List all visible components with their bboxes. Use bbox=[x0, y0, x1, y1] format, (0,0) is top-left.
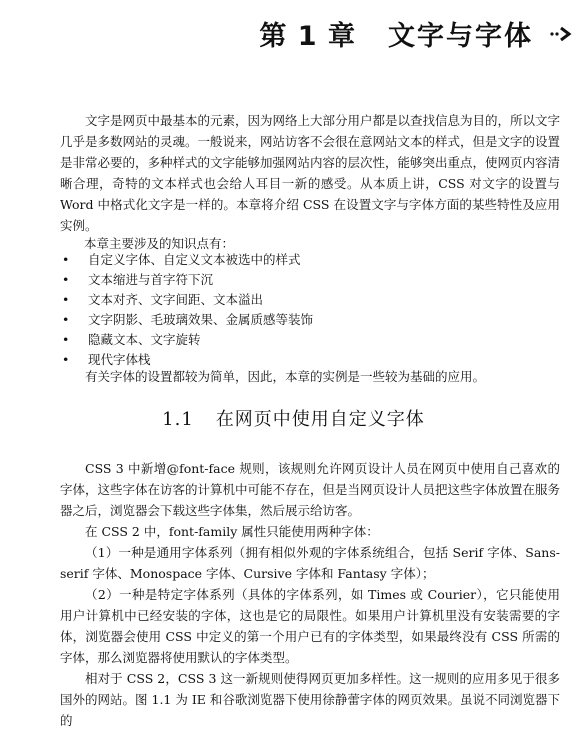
list-item-text: 隐藏文本、文字旋转 bbox=[88, 332, 201, 347]
list-item bbox=[60, 310, 313, 330]
list-item-text: 现代字体栈 bbox=[88, 352, 151, 367]
list-item bbox=[60, 270, 313, 290]
topic-list bbox=[60, 250, 313, 370]
bullet-icon: • bbox=[62, 312, 70, 327]
list-item-text: 文本对齐、文字间距、文本溢出 bbox=[88, 292, 264, 307]
list-item-text: 文字阴影、毛玻璃效果、金属质感等装饰 bbox=[88, 312, 314, 327]
bullet-icon: • bbox=[62, 252, 70, 267]
list-item-text: 自定义字体、自定义文本被选中的样式 bbox=[88, 252, 301, 267]
section-heading bbox=[0, 405, 587, 431]
intro-paragraph: 文字是网页中最基本的元素，因为网络上大部分用户都是以查找信息为目的，所以文字几乎是多数网站的灵魂。一般说来，网站访客不会很在意网站文本的样式，但是文字的设置是非常必要的，多种样式的文字能够加强网站内容的层次性，能够突出重点，使网页内容清晰合理，奇特的文本样式也会给人耳目一新的感受。从本质上讲，CSS 对文字的设置与 Word 中格式化文字是一样的。本章将介绍 CSS 在设置文字与字体方面的某些特性及应用实例。 bbox=[60, 113, 561, 233]
list-item bbox=[60, 330, 313, 350]
section-number: 1.1 bbox=[162, 409, 194, 430]
body-paragraph: CSS 3 中新增@font-face 规则，该规则允许网页设计人员在网页中使用自己喜欢的字体，这些字体在访客的计算机中可能不存在，但是当网页设计人员把这些字体放置在服务器之后，浏览器会下载这些字体集，然后展示给访客。 bbox=[60, 461, 561, 518]
list-item bbox=[60, 250, 313, 270]
dotted-arrow-icon bbox=[549, 25, 575, 43]
list-item-text: 文本缩进与首字符下沉 bbox=[88, 272, 214, 287]
body-paragraph: （2）一种是特定字体系列（具体的字体系列，如 Times 或 Courier），它只能使用用户计算机中已经安装的字体，这也是它的局限性。如果用户计算机里没有安装需要的字体，浏览器会使用 CSS 中定义的第一个用户已有的字体类型，如果最终没有 CSS 所需的字体，那么浏览器将使用默认的字体类型。 bbox=[60, 587, 560, 665]
chapter-title: 文字与字体 bbox=[388, 21, 533, 52]
body-paragraph: 在 CSS 2 中，font-family 属性只能使用两种字体： bbox=[85, 524, 379, 539]
body-paragraph: （1）一种是通用字体系列（拥有相似外观的字体系统组合，包括 Serif 字体、Sans-serif 字体、Monospace 字体、Cursive 字体和 Fantasy 字体）； bbox=[60, 545, 560, 581]
body-paragraph: 相对于 CSS 2，CSS 3 这一新规则使得网页更加多样性。这一规则的应用多见于很多国外的网站。图 1.1 为 IE 和谷歌浏览器下使用徐静蕾字体的网页效果。虽说不同浏览器下的 bbox=[60, 671, 560, 728]
chapter-header bbox=[259, 14, 575, 53]
list-item bbox=[60, 290, 313, 310]
section-title: 在网页中使用自定义字体 bbox=[215, 409, 425, 430]
topics-heading: 本章主要涉及的知识点有： bbox=[84, 236, 235, 251]
chapter-number: 第 1 章 bbox=[259, 21, 356, 52]
section-body bbox=[60, 458, 560, 731]
bullet-icon: • bbox=[62, 352, 70, 367]
summary-paragraph: 有关字体的设置都较为简单，因此，本章的实例是一些较为基础的应用。 bbox=[85, 369, 486, 384]
bullet-icon: • bbox=[62, 272, 70, 287]
bullet-icon: • bbox=[62, 332, 70, 347]
bullet-icon: • bbox=[62, 292, 70, 307]
